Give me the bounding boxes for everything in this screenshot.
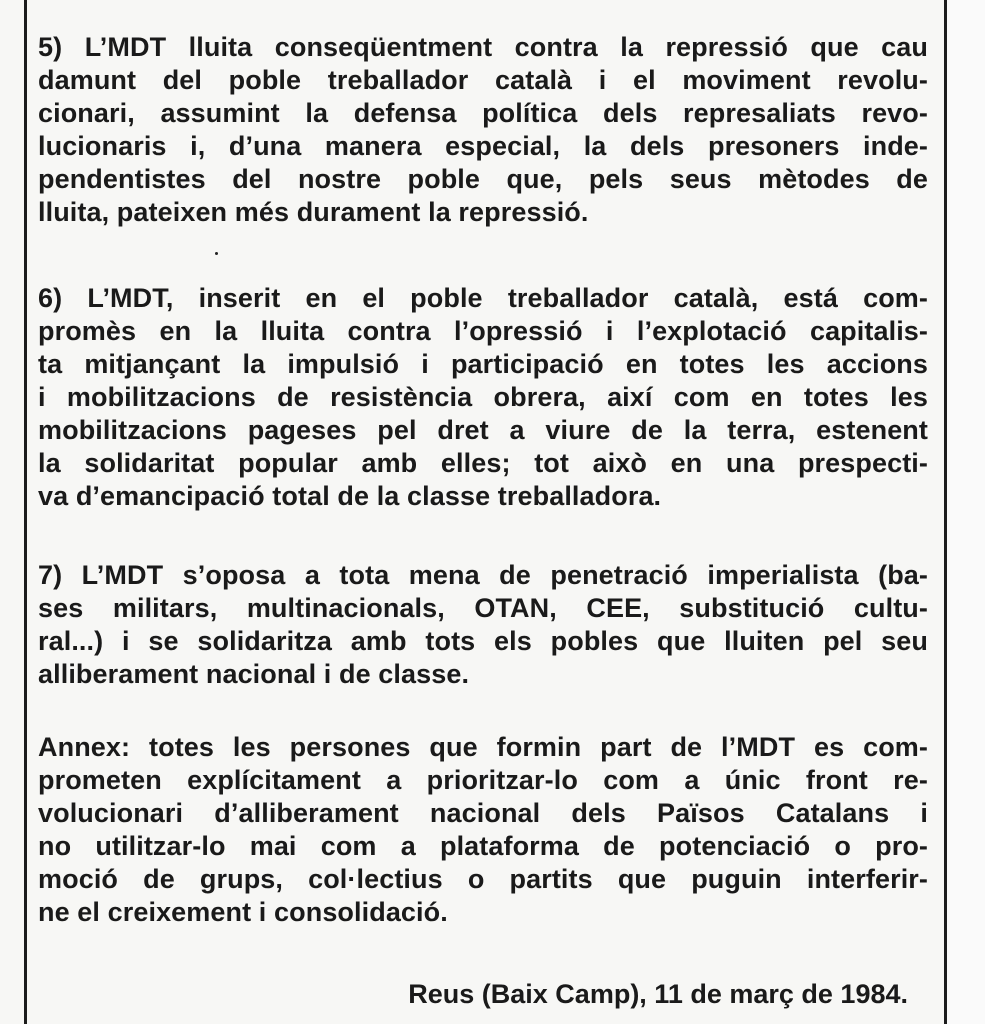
text-line: lluita, pateixen més durament la repressió.: [38, 197, 589, 227]
text-line: alliberament nacional i de classe.: [38, 659, 470, 689]
frame-border-left: [24, 0, 27, 1024]
text-line: 7) L’MDT s’oposa a tota mena de penetració imperialista (ba-: [38, 560, 928, 590]
signature-place-date: Reus (Baix Camp), 11 de març de 1984.: [408, 979, 908, 1009]
text-line: ral...) i se solidaritza amb tots els pobles que lluiten pel seu: [38, 626, 928, 656]
document-body: [38, 0, 928, 1024]
text-line: mobilitzacions pageses pel dret a viure de la terra, estenent: [38, 415, 928, 445]
text-line: 6) L’MDT, inserit en el poble treballador català, está com-: [38, 283, 928, 313]
text-line: Annex: totes les persones que formin part de l’MDT es com-: [38, 732, 928, 762]
text-line: damunt del poble treballador català i el moviment revolu-: [38, 65, 928, 95]
text-line: 5) L’MDT lluita conseqüentment contra la repressió que cau: [38, 32, 928, 62]
text-line: lucionaris i, d’una manera especial, la dels presoners inde-: [38, 131, 928, 161]
text-line: prometen explícitament a prioritzar-lo com a únic front re-: [38, 765, 928, 795]
text-line: moció de grups, col·lectius o partits que puguin interferir-: [38, 864, 928, 894]
text-line: volucionari d’alliberament nacional dels Països Catalans i: [38, 798, 928, 828]
page-margin-right: [947, 0, 985, 1024]
text-line: no utilitzar-lo mai com a plataforma de potenciació o pro-: [38, 831, 928, 861]
text-line: ses militars, multinacionals, OTAN, CEE, substitució cultu-: [38, 593, 928, 623]
text-line: i mobilitzacions de resistència obrera, així com en totes les: [38, 382, 928, 412]
text-line: pendentistes del nostre poble que, pels seus mètodes de: [38, 164, 928, 194]
text-line: promès en la lluita contra l’opressió i l’explotació capitalis-: [38, 316, 928, 346]
paragraph-point-5: [38, 31, 928, 229]
text-line: va d’emancipació total de la classe treballadora.: [38, 481, 662, 511]
paragraph-point-6: [38, 282, 928, 513]
paragraph-annex: [38, 731, 928, 929]
text-line: ne el creixement i consolidació.: [38, 897, 448, 927]
paragraph-point-7: [38, 559, 928, 691]
text-line: la solidaritat popular amb elles; tot això en una prespecti-: [38, 448, 928, 478]
text-line: cionari, assumint la defensa política dels represaliats revo-: [38, 98, 928, 128]
text-line: ta mitjançant la impulsió i participació en totes les accions: [38, 349, 928, 379]
